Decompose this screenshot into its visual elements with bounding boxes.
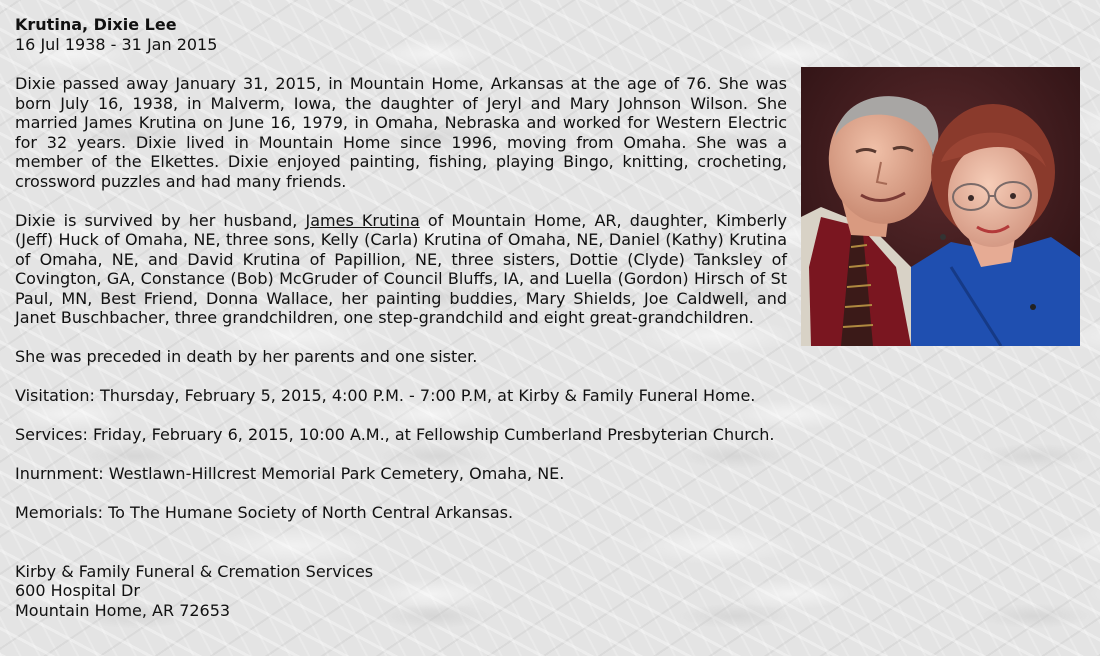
survivors-text-intro: Dixie is survived by her husband, xyxy=(15,210,306,230)
funeral-home-street: 600 Hospital Dr xyxy=(15,581,140,600)
obituary-paragraph-survivors xyxy=(15,211,787,328)
visitation-details: Visitation: Thursday, February 5, 2015, 4:00 P.M. - 7:00 P.M, at Kirby & Family Funeral Home. xyxy=(15,386,756,405)
funeral-home-city: Mountain Home, AR 72653 xyxy=(15,600,231,620)
funeral-home-name: Kirby & Family Funeral & Cremation Services xyxy=(15,561,374,581)
funeral-home-address xyxy=(15,562,1085,621)
inurnment-details: Inurnment: Westlawn-Hillcrest Memorial Park Cemetery, Omaha, NE. xyxy=(15,464,565,483)
survivors-text-rest: of Mountain Home, AR, daughter, Kimberly (Jeff) Huck of Omaha, NE, three sons, Kelly (Carla) Krutina of Omaha, NE, Daniel (Kathy) Krutina of Omaha, NE, and David Krutina of Papillion, NE, three sisters, Dottie (Clyde) Tanksley of Covington, GA, Constance (Bob) McGruder of Council Bluffs, IA, and Luella (Gordon) Hirsch of St Paul, MN, Best Friend, Donna Wallace, her painting buddies, Mary Shields, Joe Caldwell, and Janet Buschbacher, three grandchildren, one step-grandchild and eight great-grandchildren. xyxy=(15,210,788,327)
services-details: Services: Friday, February 6, 2015, 10:00 A.M., at Fellowship Cumberland Presbyterian Church. xyxy=(15,425,775,444)
life-dates: 16 Jul 1938 - 31 Jan 2015 xyxy=(15,35,218,54)
obituary-paragraph-life: Dixie passed away January 31, 2015, in Mountain Home, Arkansas at the age of 76. She was born July 16, 1938, in Malverm, Iowa, the daughter of Jeryl and Mary Johnson Wilson. She married James Krutina on June 16, 1979, in Omaha, Nebraska and worked for Western Electric for 32 years. Dixie lived in Mountain Home since 1996, moving from Omaha. She was a member of the Elkettes. Dixie enjoyed painting, fishing, playing Bingo, knitting, crocheting, crossword puzzles and had many friends. xyxy=(15,74,787,191)
obituary-page xyxy=(15,15,1085,620)
memorials-details: Memorials: To The Humane Society of North Central Arkansas. xyxy=(15,503,514,522)
decedent-name: Krutina, Dixie Lee xyxy=(15,15,177,34)
couple-portrait-photo xyxy=(801,67,1080,346)
james-krutina-link[interactable]: James Krutina xyxy=(305,210,420,230)
preceded-in-death: She was preceded in death by her parents and one sister. xyxy=(15,347,478,366)
